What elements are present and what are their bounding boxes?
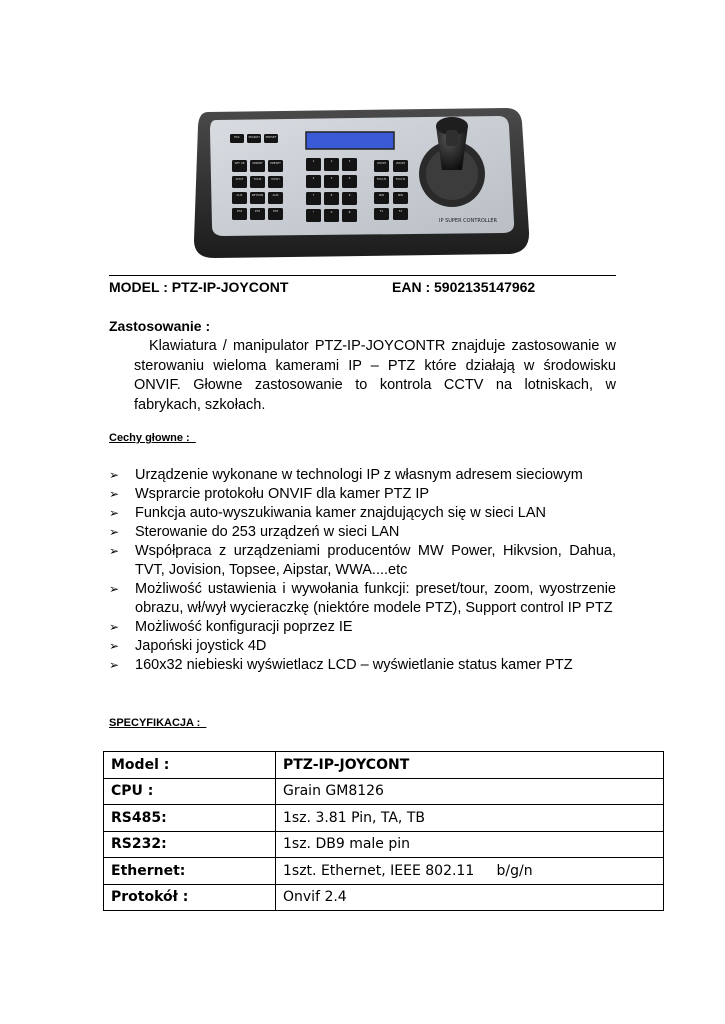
features-heading: Cechy głowne : <box>109 432 196 444</box>
product-photo <box>184 104 541 261</box>
key-label: PTZ <box>254 209 261 213</box>
key-label: ZOOM <box>396 161 405 165</box>
model-label: MODEL : PTZ-IP-JOYCONT <box>109 279 289 295</box>
list-item: ➢ Możliwość konfiguracji poprzez IE <box>109 619 353 635</box>
key-label: F1 <box>379 209 384 213</box>
key-label: 2 <box>330 159 333 163</box>
key-label: SEARCH <box>248 135 260 139</box>
list-item: ➢ Wsprarcie protokołu ONVIF dla kamer PTZ IP <box>109 486 430 502</box>
key-label: 1 <box>312 159 315 163</box>
header-rule <box>109 275 616 276</box>
spec-value: Onvif 2.4 <box>276 884 664 911</box>
key-label: ZOOM <box>377 161 386 165</box>
bullet-arrow-icon: ➢ <box>109 544 120 558</box>
list-item: ➢ Japoński joystick 4D <box>109 638 267 654</box>
key-label: RETURN <box>251 193 264 197</box>
bullet-arrow-icon: ➢ <box>109 658 120 672</box>
list-item: ➢ Urządzenie wykonane w technologi IP z własnym adresem sieciowym <box>109 467 583 483</box>
key-label: 7 <box>312 193 315 197</box>
key-label: * <box>312 210 315 214</box>
bullet-arrow-icon: ➢ <box>109 468 120 482</box>
spec-key: RS485: <box>104 805 276 832</box>
table-row <box>104 778 664 805</box>
list-item: ➢ Współpraca z urządzeniami producentów MW Power, Hikvsion, Dahua, TVT, Jovision, Topsee, Aipstar, WWA....etc <box>109 543 616 578</box>
list-item: ➢ Funkcja auto-wyszukiwania kamer znajdujących się w sieci LAN <box>109 505 546 521</box>
spec-table <box>103 751 664 911</box>
table-row <box>104 858 664 885</box>
list-item: ➢ 160x32 niebieski wyświetlacz LCD – wyświetlanie status kamer PTZ <box>109 657 573 673</box>
key-label: 6 <box>348 176 351 180</box>
spec-value: PTZ-IP-JOYCONT <box>276 752 664 779</box>
spec-key: Ethernet: <box>104 858 276 885</box>
key-label: PRESET <box>270 161 281 165</box>
key-label: IRIS <box>397 193 404 197</box>
table-row <box>104 884 664 911</box>
key-label: ALM <box>272 193 279 197</box>
spec-value: 1sz. DB9 male pin <box>276 831 664 858</box>
table-row <box>104 805 664 832</box>
key-label: 3 <box>348 159 351 163</box>
key-label: # <box>348 210 351 214</box>
key-label: 9 <box>348 193 351 197</box>
brand-label: IP SUPER CONTROLLER <box>439 218 497 224</box>
usage-title: Zastosowanie : <box>109 318 211 334</box>
key-label: AUX <box>236 193 243 197</box>
list-item: ➢ Sterowanie do 253 urządzeń w sieci LAN <box>109 524 400 540</box>
key-label: PTZ <box>236 209 243 213</box>
key-label: MULTI <box>271 177 280 181</box>
bullet-arrow-icon: ➢ <box>109 487 120 501</box>
key-label: SET UP <box>234 161 245 165</box>
list-item: ➢ Możliwość ustawienia i wywołania funkcji: preset/tour, zoom, wyostrzenie obrazu, wł/wył wycieraczkę (niektóre modele PTZ), Support control IP PTZ <box>109 581 616 616</box>
key-label: INSERT <box>252 161 263 165</box>
key-label: IRIS <box>378 193 385 197</box>
spec-key: RS232: <box>104 831 276 858</box>
bullet-arrow-icon: ➢ <box>109 639 120 653</box>
table-row <box>104 831 664 858</box>
usage-description: Klawiatura / manipulator PTZ-IP-JOYCONTR znajduje zastosowanie w sterowaniu wieloma kamerami IP – PTZ które działają w środowisku ONVIF. Głowne zastosowanie to kontrola CCTV na lotniskach, w fabrykach, szkołach. <box>134 338 616 413</box>
key-label: PTZ <box>272 209 279 213</box>
bullet-arrow-icon: ➢ <box>109 525 120 539</box>
key-label: FOCUS <box>376 177 387 181</box>
spec-value: Grain GM8126 <box>276 778 664 805</box>
bullet-arrow-icon: ➢ <box>109 506 120 520</box>
key-label: 5 <box>330 176 333 180</box>
key-label: TOUR <box>253 177 262 181</box>
features-list <box>109 466 616 675</box>
key-label: 4 <box>312 176 315 180</box>
spec-value: 1szt. Ethernet, IEEE 802.11 b/g/n <box>276 858 664 885</box>
key-label: PRESET <box>265 135 277 139</box>
key-label: F2 <box>398 209 403 213</box>
key-label: SHOT <box>235 177 244 181</box>
key-label: ESC <box>234 135 240 139</box>
spec-key: CPU : <box>104 778 276 805</box>
bullet-arrow-icon: ➢ <box>109 620 120 634</box>
ean-label: EAN : 5902135147962 <box>392 279 536 295</box>
specs-heading: SPECYFIKACJA : <box>109 717 207 729</box>
table-row <box>104 752 664 779</box>
spec-key: Model : <box>104 752 276 779</box>
bullet-arrow-icon: ➢ <box>109 582 120 596</box>
key-label: 0 <box>330 210 333 214</box>
lcd-screen <box>306 132 394 149</box>
spec-key: Protokół : <box>104 884 276 911</box>
spec-value: 1sz. 3.81 Pin, TA, TB <box>276 805 664 832</box>
key-label: FOCUS <box>395 177 406 181</box>
key-label: 8 <box>330 193 333 197</box>
